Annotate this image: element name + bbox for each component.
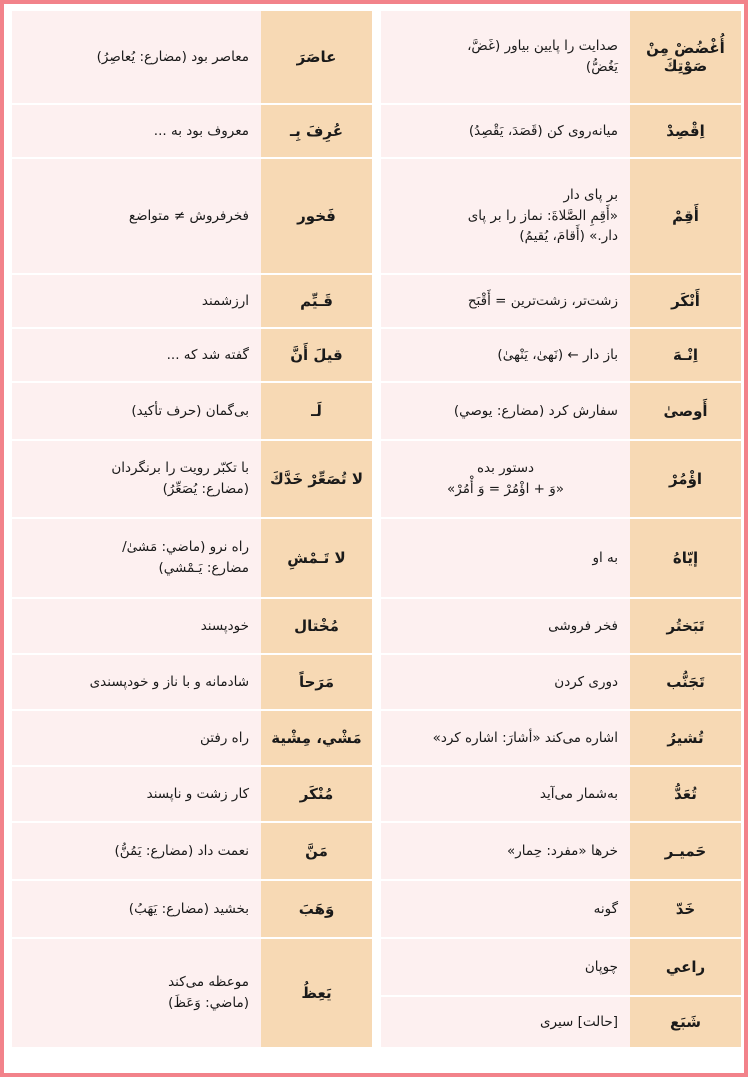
vocab-meaning-line: کار زشت و ناپسند (146, 785, 249, 802)
vocab-word: أُغْضُضْ مِنْ صَوْتِكَ (630, 11, 741, 103)
vocab-meaning (12, 159, 261, 273)
vocab-meaning (381, 329, 630, 381)
vocab-meaning (381, 599, 630, 653)
vocab-word: مَنَّ (261, 823, 372, 879)
vocab-row (12, 441, 372, 519)
vocab-meaning (381, 823, 630, 879)
vocab-meaning-line: خودپسند (200, 617, 249, 634)
vocab-meaning-line: يَغُضُّ) (585, 59, 618, 75)
vocab-word: لَـ (261, 383, 372, 439)
vocab-word: يَعِظُ (261, 939, 372, 1047)
vocab-word: تُشيرُ (630, 711, 741, 765)
vocab-word: أَنْكَر (630, 275, 741, 327)
vocab-meaning (12, 823, 261, 879)
vocab-meaning-line: (مضارع: يُصَعِّرُ) (162, 481, 249, 497)
vocab-word: قيلَ أَنَّ (261, 329, 372, 381)
vocabulary-column-right (381, 11, 741, 1049)
vocab-meaning (12, 881, 261, 937)
vocab-row (12, 383, 372, 441)
vocab-word: تَبَختُر (630, 599, 741, 653)
vocab-meaning (381, 275, 630, 327)
vocab-row (12, 711, 372, 767)
vocab-meaning (12, 275, 261, 327)
vocabulary-column-left (12, 11, 372, 1049)
vocab-row (12, 599, 372, 655)
vocab-meaning-line: بی‌گمان (حرف تأكيد) (131, 402, 249, 419)
vocab-word: شَبَع (630, 997, 741, 1047)
vocabulary-page (4, 4, 744, 1073)
vocab-meaning (12, 655, 261, 709)
vocab-row (381, 11, 741, 105)
vocab-meaning-line: میانه‌روی کن (قَصَدَ، يَقْصِدُ) (468, 122, 618, 139)
vocab-row (381, 655, 741, 711)
vocab-row (381, 939, 741, 997)
vocab-word: فَخور (261, 159, 372, 273)
vocab-meaning-line: موعظه می‌کند (168, 974, 249, 991)
vocab-meaning (12, 599, 261, 653)
vocab-row (12, 275, 372, 329)
vocab-word: أَوصىٰ (630, 383, 741, 439)
vocab-meaning-line: سفارش کرد (مضارع: يوصي) (453, 402, 618, 419)
vocab-meaning-line: شادمانه و با ناز و خودپسندی (89, 673, 249, 690)
vocab-row (12, 655, 372, 711)
vocab-meaning (12, 519, 261, 597)
vocab-word: مَرَحاً (261, 655, 372, 709)
vocab-word: قَـيِّم (261, 275, 372, 327)
vocab-row (381, 823, 741, 881)
vocab-word: راعي (630, 939, 741, 995)
vocab-word: لا تُصَعِّرْ خَدَّكَ (261, 441, 372, 517)
vocab-meaning (381, 383, 630, 439)
vocab-meaning (12, 711, 261, 765)
vocab-word: وَهَبَ (261, 881, 372, 937)
vocab-meaning (381, 655, 630, 709)
vocab-meaning-line: «وَ + اؤْمُرْ = وَ أْمُرْ» (446, 481, 565, 497)
vocab-meaning (381, 767, 630, 821)
vocab-meaning (12, 329, 261, 381)
vocab-meaning (12, 383, 261, 439)
vocab-word: اؤْمُرْ (630, 441, 741, 517)
vocab-word: عُرِفَ بِـ (261, 105, 372, 157)
vocab-meaning-line: زشت‌تر، زشت‌ترین = أَقْبَح (467, 292, 618, 309)
vocab-row (12, 11, 372, 105)
vocab-meaning (381, 997, 630, 1047)
vocab-word: تَجَنُّب (630, 655, 741, 709)
vocab-meaning-line: صدایت را پایین بیاور (غَضَّ، (467, 38, 618, 55)
vocab-meaning-line: باز دار ← (نَهىٰ، يَنْهىٰ) (497, 346, 618, 363)
vocab-meaning-line: مضارع: يَـمْشي) (158, 560, 249, 576)
vocab-meaning (381, 159, 630, 273)
vocab-meaning (381, 11, 630, 103)
vocab-meaning-line: نعمت داد (مضارع: يَمُنُّ) (114, 842, 249, 859)
vocab-word: إيّاهُ (630, 519, 741, 597)
vocab-meaning-line: گونه (593, 900, 618, 917)
vocab-meaning-line: معروف بود به ... (153, 122, 249, 139)
vocab-meaning (12, 11, 261, 103)
vocab-meaning-line: به او (592, 549, 618, 566)
vocab-meaning-line: فخرفروش ≠ متواضع (128, 207, 249, 224)
vocab-meaning (381, 881, 630, 937)
vocab-meaning-line: دستور بده (476, 460, 535, 477)
vocab-row (381, 329, 741, 383)
vocab-meaning (381, 711, 630, 765)
vocab-row (12, 939, 372, 1049)
vocab-row (381, 159, 741, 275)
vocab-word: مَشْي، مِشْية (261, 711, 372, 765)
vocab-meaning-line: «أَقِمِ الصَّلاةَ: نماز را بر پای (467, 207, 618, 224)
vocab-word: خَدّ (630, 881, 741, 937)
vocab-word: اِقْصِدْ (630, 105, 741, 157)
vocab-meaning-line: [حالت] سیری (539, 1013, 618, 1030)
vocab-meaning-line: دار.» (أَقامَ، يُقيمُ) (519, 228, 618, 245)
vocab-row (12, 519, 372, 599)
vocab-row (381, 711, 741, 767)
vocab-meaning-line: با تکبّر رویت را برنگردان (111, 460, 249, 477)
vocab-word: تُعَدُّ (630, 767, 741, 821)
vocab-meaning (381, 105, 630, 157)
vocab-meaning (12, 767, 261, 821)
vocab-word: اِنْـهَ (630, 329, 741, 381)
vocab-row (381, 997, 741, 1049)
vocab-word: حَميـر (630, 823, 741, 879)
vocab-meaning-line: معاصر بود (مضارع: يُعاصِرُ) (96, 48, 249, 65)
vocab-row (12, 767, 372, 823)
vocab-meaning-line: (ماضي: وَعَظَ) (168, 995, 249, 1011)
vocab-row (381, 767, 741, 823)
vocab-meaning (12, 105, 261, 157)
vocab-meaning-line: فخر فروشی (548, 617, 618, 634)
vocab-row (381, 881, 741, 939)
vocab-meaning-line: دوری کردن (554, 673, 618, 690)
vocab-meaning-line: راه نرو (ماضي: مَشىٰ/ (122, 539, 249, 556)
vocab-word: عاصَرَ (261, 11, 372, 103)
vocab-row (12, 159, 372, 275)
vocab-word: أَقِمْ (630, 159, 741, 273)
vocab-meaning-line: به‌شمار می‌آید (539, 785, 618, 802)
vocab-row (381, 383, 741, 441)
vocab-meaning (12, 939, 261, 1047)
vocab-row (12, 881, 372, 939)
vocab-meaning (12, 441, 261, 517)
vocab-row (381, 599, 741, 655)
vocab-meaning (381, 519, 630, 597)
vocab-word: لا تَـمْشِ (261, 519, 372, 597)
vocab-row (12, 105, 372, 159)
vocab-word: مُنْكَر (261, 767, 372, 821)
vocab-meaning-line: اشاره می‌کند «أشارَ: اشاره کرد» (432, 729, 618, 746)
vocab-row (381, 275, 741, 329)
vocab-word: مُخْتال (261, 599, 372, 653)
vocab-row (381, 519, 741, 599)
vocab-meaning (381, 441, 630, 517)
vocab-meaning (381, 939, 630, 995)
vocab-meaning-line: چوپان (584, 958, 618, 975)
vocab-row (12, 329, 372, 383)
vocab-meaning-line: ارزشمند (201, 292, 249, 309)
vocab-row (381, 105, 741, 159)
vocab-meaning-line: خرها «مفرد: حِمار» (507, 842, 618, 859)
vocab-row (12, 823, 372, 881)
vocab-meaning-line: بر پای دار (563, 186, 618, 203)
vocab-meaning-line: گفته شد که ... (166, 346, 249, 363)
vocab-meaning-line: بخشید (مضارع: يَهَبُ) (128, 900, 249, 917)
vocab-meaning-line: راه رفتن (200, 729, 249, 746)
vocab-row (381, 441, 741, 519)
